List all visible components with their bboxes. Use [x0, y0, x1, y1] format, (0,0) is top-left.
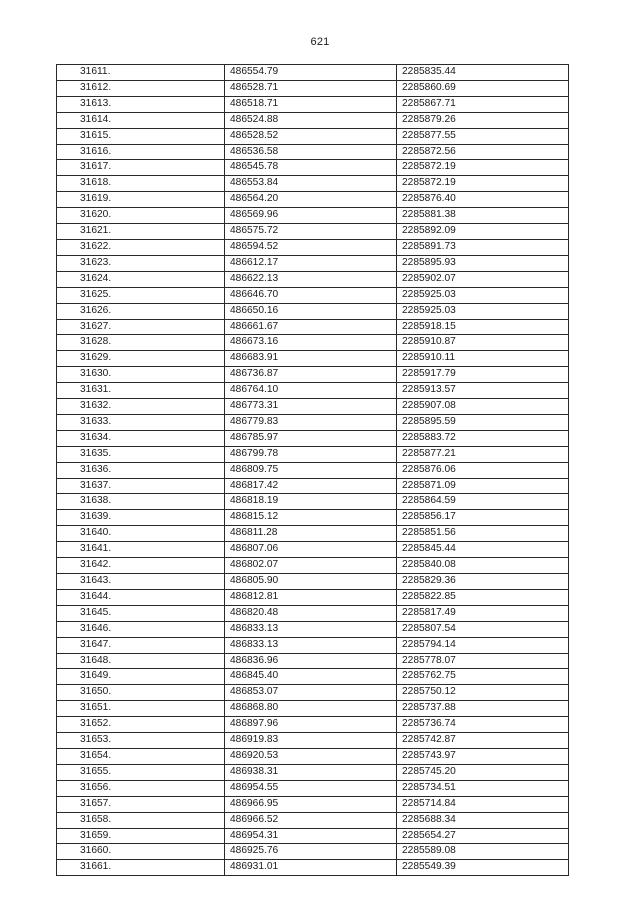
point-number-cell: 31636. — [57, 462, 225, 478]
point-number-cell: 31642. — [57, 558, 225, 574]
x-coordinate-cell: 486779.83 — [225, 414, 397, 430]
x-coordinate-cell: 486966.52 — [225, 812, 397, 828]
y-coordinate-cell: 2285872.19 — [397, 160, 569, 176]
y-coordinate-cell: 2285835.44 — [397, 65, 569, 81]
x-coordinate-cell: 486897.96 — [225, 717, 397, 733]
x-coordinate-cell: 486811.28 — [225, 526, 397, 542]
table-row — [57, 796, 569, 812]
x-coordinate-cell: 486612.17 — [225, 255, 397, 271]
table-row — [57, 860, 569, 876]
x-coordinate-cell: 486817.42 — [225, 478, 397, 494]
table-row — [57, 112, 569, 128]
x-coordinate-cell: 486815.12 — [225, 510, 397, 526]
table-row — [57, 462, 569, 478]
table-row — [57, 319, 569, 335]
point-number-cell: 31658. — [57, 812, 225, 828]
y-coordinate-cell: 2285876.40 — [397, 192, 569, 208]
table-row — [57, 96, 569, 112]
x-coordinate-cell: 486575.72 — [225, 224, 397, 240]
point-number-cell: 31621. — [57, 224, 225, 240]
point-number-cell: 31625. — [57, 287, 225, 303]
point-number-cell: 31654. — [57, 748, 225, 764]
x-coordinate-cell: 486650.16 — [225, 303, 397, 319]
x-coordinate-cell: 486683.91 — [225, 351, 397, 367]
x-coordinate-cell: 486553.84 — [225, 176, 397, 192]
table-row — [57, 780, 569, 796]
x-coordinate-cell: 486764.10 — [225, 383, 397, 399]
table-row — [57, 208, 569, 224]
x-coordinate-cell: 486802.07 — [225, 558, 397, 574]
point-number-cell: 31652. — [57, 717, 225, 733]
y-coordinate-cell: 2285794.14 — [397, 637, 569, 653]
table-row — [57, 701, 569, 717]
point-number-cell: 31650. — [57, 685, 225, 701]
point-number-cell: 31617. — [57, 160, 225, 176]
table-row — [57, 828, 569, 844]
point-number-cell: 31638. — [57, 494, 225, 510]
table-row — [57, 494, 569, 510]
y-coordinate-cell: 2285883.72 — [397, 430, 569, 446]
point-number-cell: 31612. — [57, 80, 225, 96]
point-number-cell: 31640. — [57, 526, 225, 542]
coordinates-table — [56, 64, 569, 876]
y-coordinate-cell: 2285876.06 — [397, 462, 569, 478]
y-coordinate-cell: 2285925.03 — [397, 303, 569, 319]
y-coordinate-cell: 2285877.55 — [397, 128, 569, 144]
y-coordinate-cell: 2285817.49 — [397, 605, 569, 621]
point-number-cell: 31622. — [57, 239, 225, 255]
table-row — [57, 192, 569, 208]
table-row — [57, 383, 569, 399]
point-number-cell: 31641. — [57, 542, 225, 558]
x-coordinate-cell: 486594.52 — [225, 239, 397, 255]
y-coordinate-cell: 2285877.21 — [397, 446, 569, 462]
x-coordinate-cell: 486818.19 — [225, 494, 397, 510]
table-row — [57, 335, 569, 351]
point-number-cell: 31627. — [57, 319, 225, 335]
table-row — [57, 430, 569, 446]
table-row — [57, 844, 569, 860]
point-number-cell: 31657. — [57, 796, 225, 812]
table-row — [57, 224, 569, 240]
x-coordinate-cell: 486622.13 — [225, 271, 397, 287]
point-number-cell: 31613. — [57, 96, 225, 112]
point-number-cell: 31643. — [57, 574, 225, 590]
point-number-cell: 31614. — [57, 112, 225, 128]
x-coordinate-cell: 486673.16 — [225, 335, 397, 351]
y-coordinate-cell: 2285742.87 — [397, 733, 569, 749]
point-number-cell: 31632. — [57, 399, 225, 415]
point-number-cell: 31611. — [57, 65, 225, 81]
point-number-cell: 31635. — [57, 446, 225, 462]
x-coordinate-cell: 486920.53 — [225, 748, 397, 764]
x-coordinate-cell: 486845.40 — [225, 669, 397, 685]
y-coordinate-cell: 2285851.56 — [397, 526, 569, 542]
table-row — [57, 446, 569, 462]
x-coordinate-cell: 486564.20 — [225, 192, 397, 208]
point-number-cell: 31631. — [57, 383, 225, 399]
point-number-cell: 31660. — [57, 844, 225, 860]
y-coordinate-cell: 2285902.07 — [397, 271, 569, 287]
x-coordinate-cell: 486925.76 — [225, 844, 397, 860]
y-coordinate-cell: 2285910.87 — [397, 335, 569, 351]
table-row — [57, 589, 569, 605]
y-coordinate-cell: 2285822.85 — [397, 589, 569, 605]
point-number-cell: 31648. — [57, 653, 225, 669]
x-coordinate-cell: 486524.88 — [225, 112, 397, 128]
y-coordinate-cell: 2285871.09 — [397, 478, 569, 494]
point-number-cell: 31623. — [57, 255, 225, 271]
x-coordinate-cell: 486805.90 — [225, 574, 397, 590]
x-coordinate-cell: 486545.78 — [225, 160, 397, 176]
table-row — [57, 558, 569, 574]
x-coordinate-cell: 486868.80 — [225, 701, 397, 717]
table-row — [57, 351, 569, 367]
y-coordinate-cell: 2285829.36 — [397, 574, 569, 590]
y-coordinate-cell: 2285925.03 — [397, 287, 569, 303]
table-row — [57, 303, 569, 319]
y-coordinate-cell: 2285734.51 — [397, 780, 569, 796]
y-coordinate-cell: 2285895.59 — [397, 414, 569, 430]
y-coordinate-cell: 2285714.84 — [397, 796, 569, 812]
x-coordinate-cell: 486931.01 — [225, 860, 397, 876]
y-coordinate-cell: 2285864.59 — [397, 494, 569, 510]
point-number-cell: 31649. — [57, 669, 225, 685]
table-row — [57, 255, 569, 271]
y-coordinate-cell: 2285856.17 — [397, 510, 569, 526]
point-number-cell: 31644. — [57, 589, 225, 605]
table-row — [57, 748, 569, 764]
table-row — [57, 669, 569, 685]
table-row — [57, 239, 569, 255]
y-coordinate-cell: 2285807.54 — [397, 621, 569, 637]
table-row — [57, 510, 569, 526]
table-row — [57, 717, 569, 733]
point-number-cell: 31647. — [57, 637, 225, 653]
coordinates-table-body — [57, 65, 569, 876]
x-coordinate-cell: 486736.87 — [225, 367, 397, 383]
x-coordinate-cell: 486812.81 — [225, 589, 397, 605]
table-row — [57, 367, 569, 383]
x-coordinate-cell: 486954.55 — [225, 780, 397, 796]
x-coordinate-cell: 486807.06 — [225, 542, 397, 558]
y-coordinate-cell: 2285736.74 — [397, 717, 569, 733]
table-row — [57, 637, 569, 653]
table-row — [57, 65, 569, 81]
y-coordinate-cell: 2285750.12 — [397, 685, 569, 701]
y-coordinate-cell: 2285743.97 — [397, 748, 569, 764]
point-number-cell: 31626. — [57, 303, 225, 319]
y-coordinate-cell: 2285918.15 — [397, 319, 569, 335]
x-coordinate-cell: 486528.52 — [225, 128, 397, 144]
x-coordinate-cell: 486661.67 — [225, 319, 397, 335]
x-coordinate-cell: 486646.70 — [225, 287, 397, 303]
x-coordinate-cell: 486799.78 — [225, 446, 397, 462]
y-coordinate-cell: 2285778.07 — [397, 653, 569, 669]
point-number-cell: 31633. — [57, 414, 225, 430]
table-row — [57, 414, 569, 430]
x-coordinate-cell: 486833.13 — [225, 621, 397, 637]
table-row — [57, 399, 569, 415]
point-number-cell: 31619. — [57, 192, 225, 208]
y-coordinate-cell: 2285872.56 — [397, 144, 569, 160]
point-number-cell: 31628. — [57, 335, 225, 351]
table-row — [57, 764, 569, 780]
y-coordinate-cell: 2285762.75 — [397, 669, 569, 685]
x-coordinate-cell: 486836.96 — [225, 653, 397, 669]
y-coordinate-cell: 2285845.44 — [397, 542, 569, 558]
table-row — [57, 542, 569, 558]
x-coordinate-cell: 486833.13 — [225, 637, 397, 653]
y-coordinate-cell: 2285860.69 — [397, 80, 569, 96]
x-coordinate-cell: 486528.71 — [225, 80, 397, 96]
x-coordinate-cell: 486954.31 — [225, 828, 397, 844]
table-row — [57, 526, 569, 542]
x-coordinate-cell: 486785.97 — [225, 430, 397, 446]
x-coordinate-cell: 486820.48 — [225, 605, 397, 621]
point-number-cell: 31630. — [57, 367, 225, 383]
y-coordinate-cell: 2285867.71 — [397, 96, 569, 112]
point-number-cell: 31651. — [57, 701, 225, 717]
point-number-cell: 31639. — [57, 510, 225, 526]
point-number-cell: 31637. — [57, 478, 225, 494]
x-coordinate-cell: 486518.71 — [225, 96, 397, 112]
x-coordinate-cell: 486569.96 — [225, 208, 397, 224]
point-number-cell: 31616. — [57, 144, 225, 160]
x-coordinate-cell: 486938.31 — [225, 764, 397, 780]
table-row — [57, 128, 569, 144]
table-row — [57, 812, 569, 828]
table-row — [57, 685, 569, 701]
table-row — [57, 80, 569, 96]
point-number-cell: 31653. — [57, 733, 225, 749]
x-coordinate-cell: 486809.75 — [225, 462, 397, 478]
table-row — [57, 271, 569, 287]
y-coordinate-cell: 2285745.20 — [397, 764, 569, 780]
y-coordinate-cell: 2285737.88 — [397, 701, 569, 717]
point-number-cell: 31646. — [57, 621, 225, 637]
y-coordinate-cell: 2285840.08 — [397, 558, 569, 574]
y-coordinate-cell: 2285654.27 — [397, 828, 569, 844]
y-coordinate-cell: 2285881.38 — [397, 208, 569, 224]
x-coordinate-cell: 486554.79 — [225, 65, 397, 81]
point-number-cell: 31661. — [57, 860, 225, 876]
y-coordinate-cell: 2285891.73 — [397, 239, 569, 255]
y-coordinate-cell: 2285913.57 — [397, 383, 569, 399]
point-number-cell: 31624. — [57, 271, 225, 287]
point-number-cell: 31615. — [57, 128, 225, 144]
y-coordinate-cell: 2285907.08 — [397, 399, 569, 415]
table-row — [57, 478, 569, 494]
table-row — [57, 653, 569, 669]
table-row — [57, 144, 569, 160]
x-coordinate-cell: 486853.07 — [225, 685, 397, 701]
y-coordinate-cell: 2285549.39 — [397, 860, 569, 876]
y-coordinate-cell: 2285688.34 — [397, 812, 569, 828]
y-coordinate-cell: 2285917.79 — [397, 367, 569, 383]
table-row — [57, 160, 569, 176]
table-row — [57, 287, 569, 303]
point-number-cell: 31656. — [57, 780, 225, 796]
table-row — [57, 605, 569, 621]
point-number-cell: 31629. — [57, 351, 225, 367]
y-coordinate-cell: 2285589.08 — [397, 844, 569, 860]
table-row — [57, 621, 569, 637]
table-row — [57, 574, 569, 590]
point-number-cell: 31618. — [57, 176, 225, 192]
table-row — [57, 733, 569, 749]
point-number-cell: 31645. — [57, 605, 225, 621]
x-coordinate-cell: 486966.95 — [225, 796, 397, 812]
x-coordinate-cell: 486919.83 — [225, 733, 397, 749]
point-number-cell: 31634. — [57, 430, 225, 446]
point-number-cell: 31620. — [57, 208, 225, 224]
point-number-cell: 31655. — [57, 764, 225, 780]
y-coordinate-cell: 2285879.26 — [397, 112, 569, 128]
x-coordinate-cell: 486536.58 — [225, 144, 397, 160]
point-number-cell: 31659. — [57, 828, 225, 844]
table-row — [57, 176, 569, 192]
y-coordinate-cell: 2285895.93 — [397, 255, 569, 271]
y-coordinate-cell: 2285910.11 — [397, 351, 569, 367]
y-coordinate-cell: 2285872.19 — [397, 176, 569, 192]
page-number: 621 — [310, 36, 330, 48]
x-coordinate-cell: 486773.31 — [225, 399, 397, 415]
y-coordinate-cell: 2285892.09 — [397, 224, 569, 240]
